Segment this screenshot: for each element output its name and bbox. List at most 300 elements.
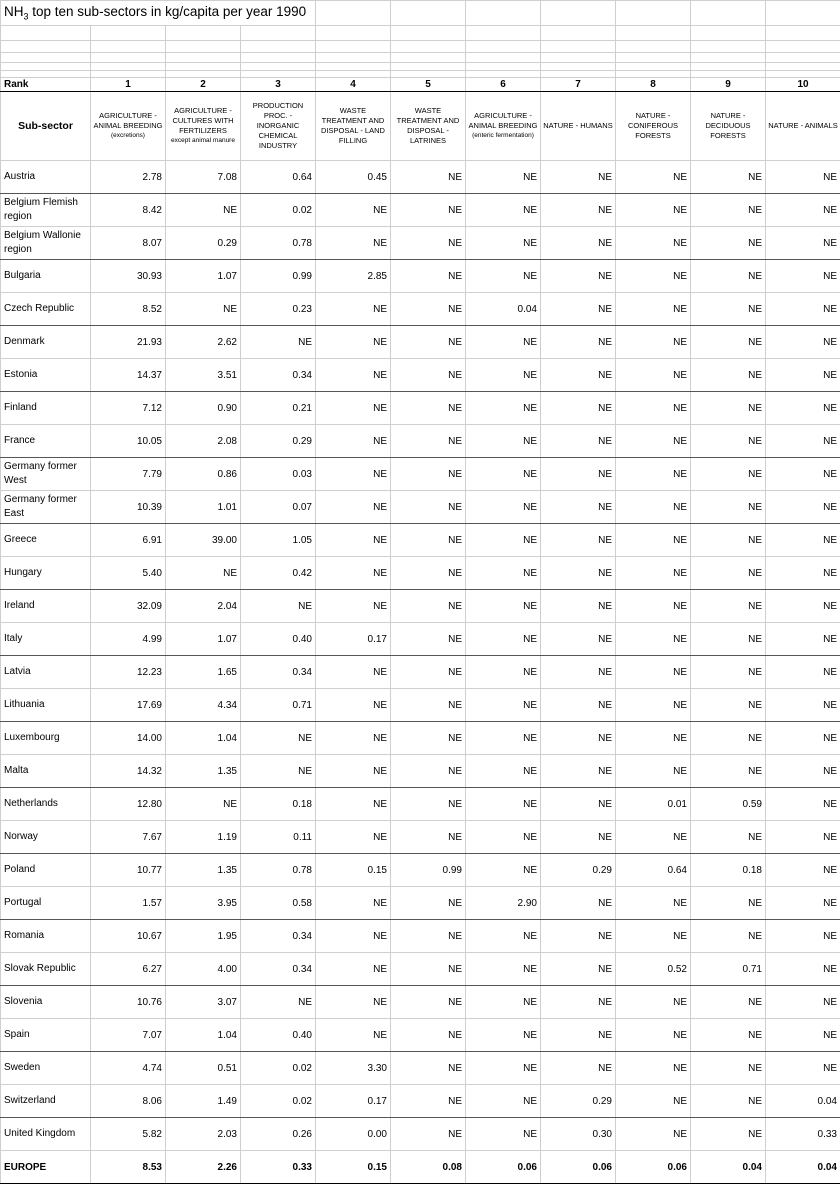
- value-cell[interactable]: NE: [541, 293, 616, 326]
- value-cell[interactable]: NE: [541, 656, 616, 689]
- subsector-label[interactable]: Sub-sector: [1, 92, 91, 161]
- country-cell[interactable]: Slovak Republic: [1, 953, 91, 986]
- country-cell[interactable]: Luxembourg: [1, 722, 91, 755]
- value-cell[interactable]: NE: [616, 161, 691, 194]
- value-cell[interactable]: 4.34: [166, 689, 241, 722]
- value-cell[interactable]: NE: [766, 821, 840, 854]
- rank-cell[interactable]: 6: [466, 78, 541, 92]
- value-cell[interactable]: NE: [616, 623, 691, 656]
- value-cell[interactable]: NE: [391, 1118, 466, 1151]
- value-cell[interactable]: NE: [766, 557, 840, 590]
- empty-cell[interactable]: [466, 53, 541, 63]
- value-cell[interactable]: NE: [391, 194, 466, 227]
- value-cell[interactable]: NE: [466, 689, 541, 722]
- value-cell[interactable]: NE: [691, 260, 766, 293]
- value-cell[interactable]: 1.95: [166, 920, 241, 953]
- value-cell[interactable]: 0.29: [241, 425, 316, 458]
- value-cell[interactable]: 0.64: [241, 161, 316, 194]
- value-cell[interactable]: NE: [466, 524, 541, 557]
- value-cell[interactable]: NE: [391, 920, 466, 953]
- value-cell[interactable]: 0.52: [616, 953, 691, 986]
- value-cell[interactable]: 0.01: [616, 788, 691, 821]
- value-cell[interactable]: NE: [766, 623, 840, 656]
- total-label[interactable]: EUROPE: [1, 1151, 91, 1184]
- value-cell[interactable]: 10.05: [91, 425, 166, 458]
- value-cell[interactable]: 4.00: [166, 953, 241, 986]
- value-cell[interactable]: NE: [766, 788, 840, 821]
- empty-cell[interactable]: [316, 26, 391, 41]
- value-cell[interactable]: 30.93: [91, 260, 166, 293]
- value-cell[interactable]: NE: [541, 326, 616, 359]
- value-cell[interactable]: 0.23: [241, 293, 316, 326]
- value-cell[interactable]: NE: [466, 326, 541, 359]
- value-cell[interactable]: 2.08: [166, 425, 241, 458]
- value-cell[interactable]: NE: [316, 986, 391, 1019]
- value-cell[interactable]: NE: [391, 260, 466, 293]
- total-value-cell[interactable]: 0.15: [316, 1151, 391, 1184]
- total-value-cell[interactable]: 0.04: [691, 1151, 766, 1184]
- value-cell[interactable]: 8.52: [91, 293, 166, 326]
- value-cell[interactable]: NE: [466, 854, 541, 887]
- value-cell[interactable]: NE: [466, 1052, 541, 1085]
- country-cell[interactable]: Portugal: [1, 887, 91, 920]
- value-cell[interactable]: NE: [766, 392, 840, 425]
- value-cell[interactable]: NE: [616, 557, 691, 590]
- country-cell[interactable]: Italy: [1, 623, 91, 656]
- value-cell[interactable]: 14.37: [91, 359, 166, 392]
- empty-cell[interactable]: [541, 53, 616, 63]
- value-cell[interactable]: NE: [691, 491, 766, 524]
- value-cell[interactable]: NE: [316, 326, 391, 359]
- value-cell[interactable]: NE: [691, 590, 766, 623]
- value-cell[interactable]: 0.59: [691, 788, 766, 821]
- value-cell[interactable]: 0.29: [541, 1085, 616, 1118]
- value-cell[interactable]: NE: [541, 260, 616, 293]
- empty-cell[interactable]: [241, 41, 316, 53]
- value-cell[interactable]: NE: [766, 227, 840, 260]
- value-cell[interactable]: NE: [466, 788, 541, 821]
- value-cell[interactable]: 8.06: [91, 1085, 166, 1118]
- value-cell[interactable]: NE: [466, 920, 541, 953]
- subsector-header-cell[interactable]: [541, 92, 616, 161]
- value-cell[interactable]: NE: [316, 458, 391, 491]
- value-cell[interactable]: NE: [241, 986, 316, 1019]
- value-cell[interactable]: NE: [691, 920, 766, 953]
- value-cell[interactable]: NE: [766, 458, 840, 491]
- country-cell[interactable]: Poland: [1, 854, 91, 887]
- value-cell[interactable]: NE: [466, 821, 541, 854]
- value-cell[interactable]: NE: [541, 524, 616, 557]
- country-cell[interactable]: Germany former West: [1, 458, 91, 491]
- value-cell[interactable]: NE: [466, 1019, 541, 1052]
- value-cell[interactable]: NE: [241, 722, 316, 755]
- value-cell[interactable]: NE: [766, 425, 840, 458]
- value-cell[interactable]: 1.35: [166, 854, 241, 887]
- empty-cell[interactable]: [91, 53, 166, 63]
- value-cell[interactable]: 0.90: [166, 392, 241, 425]
- total-value-cell[interactable]: 0.06: [616, 1151, 691, 1184]
- value-cell[interactable]: 0.33: [766, 1118, 840, 1151]
- value-cell[interactable]: NE: [316, 359, 391, 392]
- value-cell[interactable]: NE: [691, 227, 766, 260]
- rank-cell[interactable]: 7: [541, 78, 616, 92]
- value-cell[interactable]: NE: [466, 623, 541, 656]
- value-cell[interactable]: 4.99: [91, 623, 166, 656]
- country-cell[interactable]: Finland: [1, 392, 91, 425]
- value-cell[interactable]: NE: [766, 755, 840, 788]
- value-cell[interactable]: NE: [466, 656, 541, 689]
- empty-cell[interactable]: [166, 63, 241, 71]
- value-cell[interactable]: NE: [616, 425, 691, 458]
- value-cell[interactable]: NE: [316, 656, 391, 689]
- value-cell[interactable]: 17.69: [91, 689, 166, 722]
- country-cell[interactable]: Bulgaria: [1, 260, 91, 293]
- empty-cell[interactable]: [766, 71, 840, 78]
- empty-cell[interactable]: [316, 41, 391, 53]
- value-cell[interactable]: NE: [391, 986, 466, 1019]
- value-cell[interactable]: 0.11: [241, 821, 316, 854]
- value-cell[interactable]: NE: [391, 788, 466, 821]
- value-cell[interactable]: 0.04: [766, 1085, 840, 1118]
- country-cell[interactable]: Netherlands: [1, 788, 91, 821]
- empty-cell[interactable]: [391, 26, 466, 41]
- value-cell[interactable]: 1.05: [241, 524, 316, 557]
- value-cell[interactable]: NE: [166, 194, 241, 227]
- value-cell[interactable]: NE: [391, 1019, 466, 1052]
- value-cell[interactable]: 12.23: [91, 656, 166, 689]
- value-cell[interactable]: NE: [766, 359, 840, 392]
- value-cell[interactable]: NE: [541, 689, 616, 722]
- value-cell[interactable]: NE: [466, 161, 541, 194]
- empty-cell[interactable]: [541, 41, 616, 53]
- value-cell[interactable]: NE: [691, 293, 766, 326]
- value-cell[interactable]: NE: [316, 953, 391, 986]
- total-value-cell[interactable]: 0.04: [766, 1151, 840, 1184]
- value-cell[interactable]: NE: [391, 359, 466, 392]
- subsector-header-cell[interactable]: [166, 92, 241, 161]
- value-cell[interactable]: 0.78: [241, 227, 316, 260]
- empty-cell[interactable]: [316, 63, 391, 71]
- subsector-header-cell[interactable]: [691, 92, 766, 161]
- empty-cell[interactable]: [541, 26, 616, 41]
- empty-cell[interactable]: [1, 71, 91, 78]
- value-cell[interactable]: NE: [766, 1052, 840, 1085]
- value-cell[interactable]: 1.19: [166, 821, 241, 854]
- empty-cell[interactable]: [166, 71, 241, 78]
- empty-cell[interactable]: [166, 53, 241, 63]
- value-cell[interactable]: 3.07: [166, 986, 241, 1019]
- value-cell[interactable]: NE: [391, 293, 466, 326]
- value-cell[interactable]: NE: [616, 293, 691, 326]
- value-cell[interactable]: 0.86: [166, 458, 241, 491]
- value-cell[interactable]: NE: [391, 491, 466, 524]
- value-cell[interactable]: 0.17: [316, 623, 391, 656]
- value-cell[interactable]: NE: [391, 161, 466, 194]
- country-cell[interactable]: Sweden: [1, 1052, 91, 1085]
- value-cell[interactable]: NE: [466, 227, 541, 260]
- value-cell[interactable]: 1.65: [166, 656, 241, 689]
- subsector-header-cell[interactable]: [616, 92, 691, 161]
- value-cell[interactable]: NE: [691, 755, 766, 788]
- value-cell[interactable]: 0.71: [691, 953, 766, 986]
- value-cell[interactable]: NE: [616, 1052, 691, 1085]
- value-cell[interactable]: NE: [691, 425, 766, 458]
- country-cell[interactable]: United Kingdom: [1, 1118, 91, 1151]
- value-cell[interactable]: NE: [541, 161, 616, 194]
- value-cell[interactable]: NE: [691, 689, 766, 722]
- value-cell[interactable]: NE: [391, 722, 466, 755]
- value-cell[interactable]: 0.71: [241, 689, 316, 722]
- value-cell[interactable]: NE: [616, 821, 691, 854]
- value-cell[interactable]: NE: [766, 194, 840, 227]
- value-cell[interactable]: NE: [691, 821, 766, 854]
- total-value-cell[interactable]: 0.08: [391, 1151, 466, 1184]
- country-cell[interactable]: Czech Republic: [1, 293, 91, 326]
- value-cell[interactable]: NE: [241, 326, 316, 359]
- country-cell[interactable]: Latvia: [1, 656, 91, 689]
- value-cell[interactable]: NE: [541, 1052, 616, 1085]
- value-cell[interactable]: 14.00: [91, 722, 166, 755]
- empty-cell[interactable]: [391, 63, 466, 71]
- country-cell[interactable]: Hungary: [1, 557, 91, 590]
- value-cell[interactable]: NE: [391, 524, 466, 557]
- value-cell[interactable]: NE: [766, 689, 840, 722]
- value-cell[interactable]: NE: [616, 227, 691, 260]
- value-cell[interactable]: NE: [691, 887, 766, 920]
- value-cell[interactable]: NE: [316, 722, 391, 755]
- value-cell[interactable]: NE: [691, 392, 766, 425]
- total-value-cell[interactable]: 2.26: [166, 1151, 241, 1184]
- empty-cell[interactable]: [241, 63, 316, 71]
- value-cell[interactable]: 0.78: [241, 854, 316, 887]
- value-cell[interactable]: 0.42: [241, 557, 316, 590]
- country-cell[interactable]: Lithuania: [1, 689, 91, 722]
- value-cell[interactable]: 0.34: [241, 920, 316, 953]
- value-cell[interactable]: 1.35: [166, 755, 241, 788]
- subsector-header-cell[interactable]: [766, 92, 840, 161]
- total-value-cell[interactable]: 8.53: [91, 1151, 166, 1184]
- value-cell[interactable]: NE: [766, 1019, 840, 1052]
- value-cell[interactable]: NE: [316, 392, 391, 425]
- value-cell[interactable]: 0.15: [316, 854, 391, 887]
- value-cell[interactable]: NE: [466, 392, 541, 425]
- country-cell[interactable]: Estonia: [1, 359, 91, 392]
- value-cell[interactable]: NE: [316, 689, 391, 722]
- empty-cell[interactable]: [91, 41, 166, 53]
- value-cell[interactable]: NE: [691, 458, 766, 491]
- value-cell[interactable]: NE: [616, 260, 691, 293]
- empty-cell[interactable]: [616, 1, 691, 26]
- empty-cell[interactable]: [541, 71, 616, 78]
- empty-cell[interactable]: [391, 71, 466, 78]
- value-cell[interactable]: NE: [766, 656, 840, 689]
- value-cell[interactable]: NE: [541, 953, 616, 986]
- value-cell[interactable]: NE: [391, 392, 466, 425]
- empty-cell[interactable]: [616, 53, 691, 63]
- value-cell[interactable]: 4.74: [91, 1052, 166, 1085]
- value-cell[interactable]: NE: [391, 887, 466, 920]
- value-cell[interactable]: 5.40: [91, 557, 166, 590]
- country-cell[interactable]: Malta: [1, 755, 91, 788]
- value-cell[interactable]: NE: [466, 1118, 541, 1151]
- value-cell[interactable]: 0.07: [241, 491, 316, 524]
- subsector-header-cell[interactable]: [466, 92, 541, 161]
- empty-cell[interactable]: [766, 63, 840, 71]
- value-cell[interactable]: NE: [466, 755, 541, 788]
- rank-cell[interactable]: 1: [91, 78, 166, 92]
- value-cell[interactable]: NE: [766, 722, 840, 755]
- value-cell[interactable]: NE: [466, 491, 541, 524]
- value-cell[interactable]: NE: [166, 557, 241, 590]
- empty-cell[interactable]: [466, 71, 541, 78]
- empty-cell[interactable]: [241, 71, 316, 78]
- value-cell[interactable]: NE: [316, 1019, 391, 1052]
- value-cell[interactable]: NE: [616, 392, 691, 425]
- value-cell[interactable]: 2.78: [91, 161, 166, 194]
- value-cell[interactable]: 21.93: [91, 326, 166, 359]
- subsector-header-cell[interactable]: [241, 92, 316, 161]
- value-cell[interactable]: NE: [541, 755, 616, 788]
- value-cell[interactable]: 7.12: [91, 392, 166, 425]
- value-cell[interactable]: NE: [541, 920, 616, 953]
- rank-cell[interactable]: 9: [691, 78, 766, 92]
- empty-cell[interactable]: [691, 53, 766, 63]
- empty-cell[interactable]: [316, 53, 391, 63]
- value-cell[interactable]: NE: [766, 590, 840, 623]
- empty-cell[interactable]: [541, 1, 616, 26]
- value-cell[interactable]: NE: [241, 590, 316, 623]
- value-cell[interactable]: NE: [316, 755, 391, 788]
- value-cell[interactable]: 8.42: [91, 194, 166, 227]
- value-cell[interactable]: 0.17: [316, 1085, 391, 1118]
- rank-cell[interactable]: 5: [391, 78, 466, 92]
- empty-cell[interactable]: [1, 26, 91, 41]
- empty-cell[interactable]: [241, 53, 316, 63]
- value-cell[interactable]: NE: [766, 920, 840, 953]
- value-cell[interactable]: NE: [391, 953, 466, 986]
- value-cell[interactable]: 0.18: [691, 854, 766, 887]
- value-cell[interactable]: 0.34: [241, 953, 316, 986]
- value-cell[interactable]: 1.07: [166, 623, 241, 656]
- empty-cell[interactable]: [616, 71, 691, 78]
- empty-cell[interactable]: [316, 71, 391, 78]
- empty-cell[interactable]: [691, 63, 766, 71]
- value-cell[interactable]: 0.64: [616, 854, 691, 887]
- value-cell[interactable]: NE: [541, 458, 616, 491]
- total-value-cell[interactable]: 0.06: [541, 1151, 616, 1184]
- value-cell[interactable]: 2.04: [166, 590, 241, 623]
- value-cell[interactable]: NE: [691, 722, 766, 755]
- empty-cell[interactable]: [466, 41, 541, 53]
- value-cell[interactable]: NE: [541, 557, 616, 590]
- value-cell[interactable]: 2.62: [166, 326, 241, 359]
- empty-cell[interactable]: [766, 1, 840, 26]
- value-cell[interactable]: NE: [766, 524, 840, 557]
- value-cell[interactable]: NE: [541, 1019, 616, 1052]
- empty-cell[interactable]: [1, 63, 91, 71]
- value-cell[interactable]: NE: [466, 986, 541, 1019]
- value-cell[interactable]: NE: [616, 1085, 691, 1118]
- value-cell[interactable]: 10.76: [91, 986, 166, 1019]
- value-cell[interactable]: NE: [316, 491, 391, 524]
- value-cell[interactable]: 10.77: [91, 854, 166, 887]
- value-cell[interactable]: NE: [316, 194, 391, 227]
- value-cell[interactable]: NE: [391, 1052, 466, 1085]
- country-cell[interactable]: Austria: [1, 161, 91, 194]
- value-cell[interactable]: 3.51: [166, 359, 241, 392]
- rank-cell[interactable]: 8: [616, 78, 691, 92]
- value-cell[interactable]: 0.30: [541, 1118, 616, 1151]
- empty-cell[interactable]: [691, 71, 766, 78]
- value-cell[interactable]: NE: [766, 491, 840, 524]
- value-cell[interactable]: NE: [466, 260, 541, 293]
- value-cell[interactable]: NE: [616, 194, 691, 227]
- value-cell[interactable]: 14.32: [91, 755, 166, 788]
- country-cell[interactable]: Romania: [1, 920, 91, 953]
- empty-cell[interactable]: [616, 63, 691, 71]
- rank-cell[interactable]: 2: [166, 78, 241, 92]
- value-cell[interactable]: 0.40: [241, 1019, 316, 1052]
- value-cell[interactable]: 10.39: [91, 491, 166, 524]
- value-cell[interactable]: NE: [616, 590, 691, 623]
- value-cell[interactable]: 7.07: [91, 1019, 166, 1052]
- value-cell[interactable]: NE: [391, 623, 466, 656]
- value-cell[interactable]: NE: [541, 194, 616, 227]
- value-cell[interactable]: NE: [466, 722, 541, 755]
- value-cell[interactable]: NE: [391, 458, 466, 491]
- value-cell[interactable]: NE: [466, 458, 541, 491]
- value-cell[interactable]: NE: [541, 788, 616, 821]
- value-cell[interactable]: 0.99: [391, 854, 466, 887]
- value-cell[interactable]: NE: [541, 590, 616, 623]
- value-cell[interactable]: 2.90: [466, 887, 541, 920]
- country-cell[interactable]: Norway: [1, 821, 91, 854]
- value-cell[interactable]: 3.95: [166, 887, 241, 920]
- country-cell[interactable]: Ireland: [1, 590, 91, 623]
- value-cell[interactable]: NE: [766, 986, 840, 1019]
- value-cell[interactable]: NE: [616, 722, 691, 755]
- empty-cell[interactable]: [766, 41, 840, 53]
- value-cell[interactable]: NE: [541, 425, 616, 458]
- value-cell[interactable]: 5.82: [91, 1118, 166, 1151]
- value-cell[interactable]: 0.40: [241, 623, 316, 656]
- rank-cell[interactable]: 10: [766, 78, 840, 92]
- value-cell[interactable]: NE: [691, 359, 766, 392]
- value-cell[interactable]: NE: [616, 326, 691, 359]
- value-cell[interactable]: NE: [316, 788, 391, 821]
- value-cell[interactable]: NE: [691, 1085, 766, 1118]
- value-cell[interactable]: NE: [316, 821, 391, 854]
- value-cell[interactable]: NE: [391, 590, 466, 623]
- empty-cell[interactable]: [391, 41, 466, 53]
- value-cell[interactable]: 3.30: [316, 1052, 391, 1085]
- country-cell[interactable]: Belgium Flemish region: [1, 194, 91, 227]
- value-cell[interactable]: 0.34: [241, 656, 316, 689]
- value-cell[interactable]: NE: [391, 326, 466, 359]
- empty-cell[interactable]: [766, 53, 840, 63]
- value-cell[interactable]: 8.07: [91, 227, 166, 260]
- country-cell[interactable]: France: [1, 425, 91, 458]
- value-cell[interactable]: 0.29: [166, 227, 241, 260]
- value-cell[interactable]: 0.34: [241, 359, 316, 392]
- value-cell[interactable]: 0.29: [541, 854, 616, 887]
- value-cell[interactable]: 0.99: [241, 260, 316, 293]
- value-cell[interactable]: NE: [466, 425, 541, 458]
- value-cell[interactable]: 1.49: [166, 1085, 241, 1118]
- value-cell[interactable]: 0.51: [166, 1052, 241, 1085]
- value-cell[interactable]: NE: [541, 887, 616, 920]
- empty-cell[interactable]: [91, 26, 166, 41]
